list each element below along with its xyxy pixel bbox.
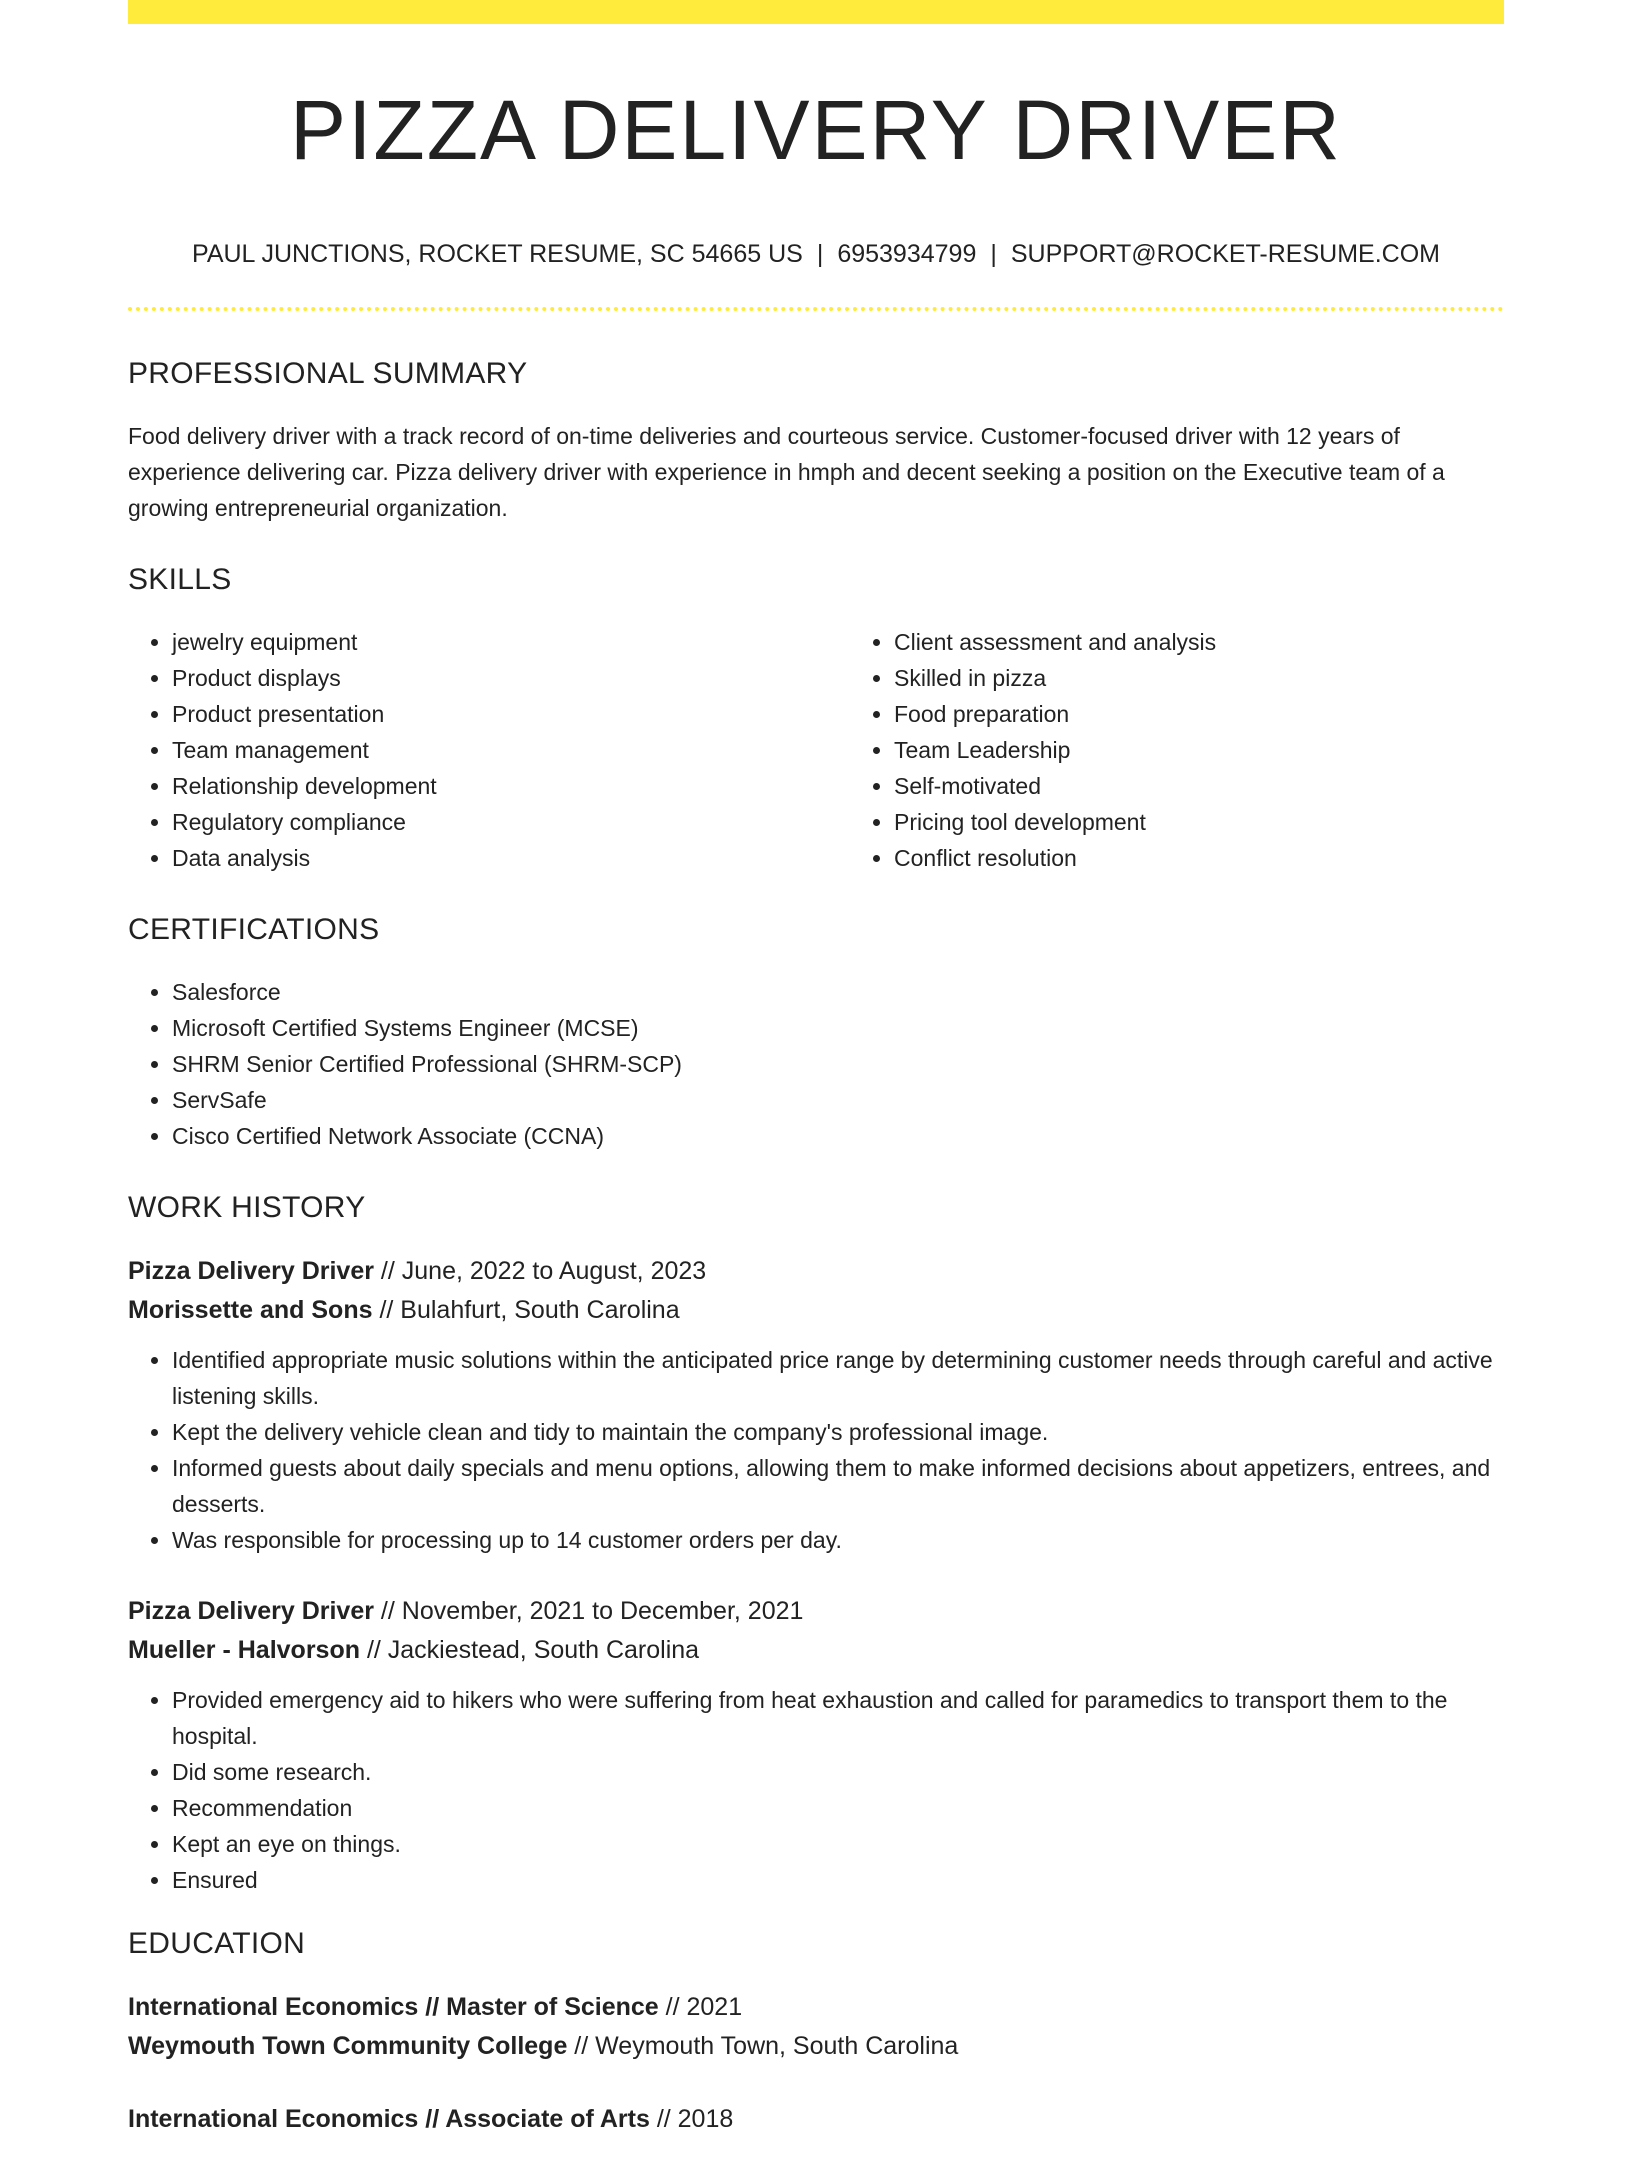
summary-section xyxy=(128,352,1504,526)
certification-item: • Cisco Certified Network Associate (CCNA) xyxy=(172,1118,1504,1154)
job-bullet: • Provided emergency aid to hikers who were suffering from heat exhaustion and called for paramedics to transport them to the hospital. xyxy=(172,1682,1504,1754)
contact-email: SUPPORT@ROCKET-RESUME.COM xyxy=(1010,240,1440,268)
job-bullet: • Kept an eye on things. xyxy=(172,1826,1504,1862)
job-company: Mueller - Halvorson xyxy=(128,1636,360,1664)
header-divider xyxy=(128,307,1504,311)
certification-item: • SHRM Senior Certified Professional (SHRM-SCP) xyxy=(172,1046,1504,1082)
skills-columns xyxy=(128,624,1504,876)
skill-item: • Product displays xyxy=(172,660,850,696)
certification-item: • Microsoft Certified Systems Engineer (MCSE) xyxy=(172,1010,1504,1046)
skill-item: • Conflict resolution xyxy=(894,840,1572,876)
skill-item: • Self-motivated xyxy=(894,768,1572,804)
education-degree-line xyxy=(128,1988,1504,2027)
skill-item: • Team Leadership xyxy=(894,732,1572,768)
certification-item: • Salesforce xyxy=(172,974,1504,1010)
certifications-section xyxy=(128,908,1504,1154)
work-history-section xyxy=(128,1186,1504,1898)
top-accent-bar xyxy=(128,0,1504,24)
education-degree: International Economics // Associate of Arts xyxy=(128,2105,650,2133)
job-location: // Bulahfurt, South Carolina xyxy=(372,1296,680,1324)
skills-list-right xyxy=(850,624,1572,876)
job-bullet: • Identified appropriate music solutions within the anticipated price range by determining customer needs through careful and active listening skills. xyxy=(172,1342,1504,1414)
job-bullet: • Kept the delivery vehicle clean and tidy to maintain the company's professional image. xyxy=(172,1414,1504,1450)
skill-item: • jewelry equipment xyxy=(172,624,850,660)
job-title: Pizza Delivery Driver xyxy=(128,1257,374,1285)
skills-list-left xyxy=(128,624,850,876)
section-heading-work-history: WORK HISTORY xyxy=(128,1191,366,1224)
education-year: // 2018 xyxy=(649,2105,734,2133)
skill-item: • Team management xyxy=(172,732,850,768)
job-company-line xyxy=(128,1291,1504,1330)
job-company: Morissette and Sons xyxy=(128,1296,373,1324)
contact-separator: | xyxy=(990,240,997,268)
job-title-line xyxy=(128,1592,1504,1631)
certifications-list xyxy=(128,974,1504,1154)
summary-text: Food delivery driver with a track record of on-time deliveries and courteous service. Customer-focused driver with 12 years of experience delivering car. Pizza delivery driver with experience in hmph and decent seeking a position on the Executive team of a growing entrepreneurial organization. xyxy=(128,423,1445,521)
job-title-line xyxy=(128,1252,1504,1291)
skills-section xyxy=(128,558,1504,876)
job-title: Pizza Delivery Driver xyxy=(128,1597,374,1625)
skill-item: • Relationship development xyxy=(172,768,850,804)
education-school: Weymouth Town Community College xyxy=(128,2032,568,2060)
skill-item: • Pricing tool development xyxy=(894,804,1572,840)
section-heading-skills: SKILLS xyxy=(128,563,232,596)
education-degree: International Economics // Master of Science xyxy=(128,1993,659,2021)
section-heading-certifications: CERTIFICATIONS xyxy=(128,913,380,946)
certification-item: • ServSafe xyxy=(172,1082,1504,1118)
job-bullets xyxy=(128,1342,1504,1558)
job-entry xyxy=(128,1592,1504,1898)
job-bullet: • Did some research. xyxy=(172,1754,1504,1790)
job-dates: // November, 2021 to December, 2021 xyxy=(373,1597,804,1625)
job-bullet: • Was responsible for processing up to 14 customer orders per day. xyxy=(172,1522,1504,1558)
skill-item: • Client assessment and analysis xyxy=(894,624,1572,660)
education-degree-line xyxy=(128,2100,1504,2139)
section-heading-summary: PROFESSIONAL SUMMARY xyxy=(128,357,528,390)
job-dates: // June, 2022 to August, 2023 xyxy=(373,1257,707,1285)
resume-title: PIZZA DELIVERY DRIVER xyxy=(290,83,1342,177)
skill-item: • Data analysis xyxy=(172,840,850,876)
education-school-line xyxy=(128,2027,1504,2066)
education-entry xyxy=(128,1988,1504,2066)
skill-item: • Food preparation xyxy=(894,696,1572,732)
section-heading-education: EDUCATION xyxy=(128,1927,306,1960)
skill-item: • Product presentation xyxy=(172,696,850,732)
skill-item: • Regulatory compliance xyxy=(172,804,850,840)
education-year: // 2021 xyxy=(658,1993,743,2021)
job-bullet: • Recommendation xyxy=(172,1790,1504,1826)
job-bullets xyxy=(128,1682,1504,1898)
job-location: // Jackiestead, South Carolina xyxy=(360,1636,700,1664)
skill-item: • Skilled in pizza xyxy=(894,660,1572,696)
education-section xyxy=(128,1922,1504,2139)
education-location: // Weymouth Town, South Carolina xyxy=(567,2032,959,2060)
contact-phone: 6953934799 xyxy=(837,240,977,268)
contact-line xyxy=(128,236,1504,272)
resume-content xyxy=(128,352,1504,2173)
contact-address: PAUL JUNCTIONS, ROCKET RESUME, SC 54665 US xyxy=(192,240,803,268)
education-entry xyxy=(128,2100,1504,2139)
job-bullet: • Ensured xyxy=(172,1862,1504,1898)
contact-separator: | xyxy=(816,240,824,268)
job-company-line xyxy=(128,1631,1504,1670)
job-entry xyxy=(128,1252,1504,1558)
job-bullet: • Informed guests about daily specials and menu options, allowing them to make informed decisions about appetizers, entrees, and desserts. xyxy=(172,1450,1504,1522)
